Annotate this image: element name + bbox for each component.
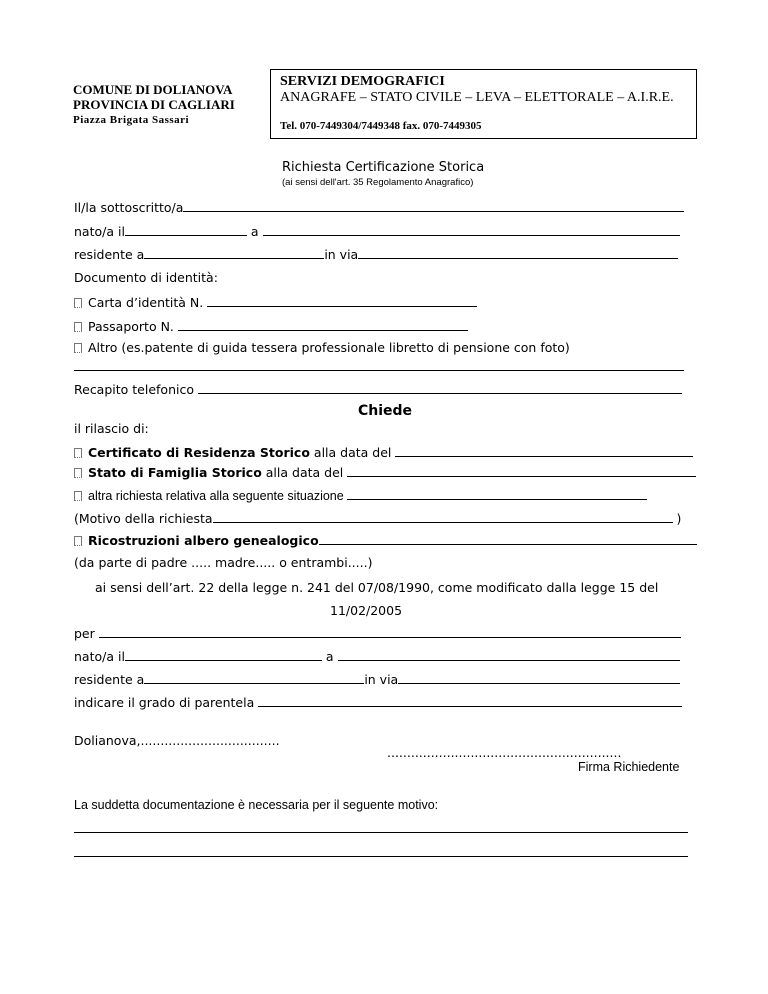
page-subtitle: (ai sensi dell'art. 35 Regolamento Anagrafico): [282, 177, 474, 188]
motivo-footer: La suddetta documentazione è necessaria per il seguente motivo:: [74, 798, 439, 812]
firma-label: Firma Richiedente: [578, 760, 680, 774]
fill-line[interactable]: [338, 648, 680, 661]
field-parentela: [74, 694, 682, 710]
fill-line[interactable]: [178, 318, 468, 331]
option-residenza: [74, 444, 693, 460]
fill-line[interactable]: [213, 510, 673, 523]
field-label: nato/a il: [74, 224, 125, 239]
fill-line[interactable]: [398, 671, 680, 684]
field-label: Il/la sottoscritto/a: [74, 200, 184, 215]
provincia-name: PROVINCIA DI CAGLIARI: [73, 97, 235, 112]
fill-line[interactable]: [99, 625, 681, 638]
legge-line-1: ai sensi dell’art. 22 della legge n. 241 del 07/08/1990, come modificato dalla legge 15 del: [95, 580, 659, 595]
field-label: residente a: [74, 247, 145, 262]
field-label: in via: [364, 672, 399, 687]
field-label: Recapito telefonico: [74, 382, 194, 397]
firma-dots[interactable]: ...........................................................: [387, 745, 622, 760]
option-label: Ricostruzioni albero genealogico: [88, 533, 319, 548]
option-carta: [74, 294, 477, 310]
servizi-title: SERVIZI DEMOGRAFICI: [280, 74, 445, 89]
option-altro: [74, 340, 570, 355]
option-passaporto: [74, 318, 468, 334]
fill-line[interactable]: [74, 832, 688, 833]
field-label: (Motivo della richiesta: [74, 511, 213, 526]
field-sottoscritto: [74, 199, 684, 215]
fill-line[interactable]: [347, 464, 696, 477]
checkbox[interactable]: [74, 322, 82, 332]
fill-line[interactable]: [198, 381, 682, 394]
option-label: altra richiesta relativa alla seguente situazione: [88, 489, 344, 503]
field-label: indicare il grado di parentela: [74, 695, 255, 710]
fill-line[interactable]: [258, 694, 682, 707]
comune-name: COMUNE DI DOLIANOVA: [73, 82, 233, 97]
uffici-list: ANAGRAFE – STATO CIVILE – LEVA – ELETTORALE – A.I.R.E.: [280, 90, 674, 105]
fill-line[interactable]: [144, 246, 324, 259]
chiede-heading: Chiede: [358, 403, 413, 419]
checkbox[interactable]: [74, 468, 82, 478]
fill-line[interactable]: [358, 246, 678, 259]
parte-note: (da parte di padre ..... madre..... o entrambi.....): [74, 555, 373, 570]
field-label: a: [325, 649, 334, 664]
checkbox[interactable]: [74, 536, 82, 546]
field-residente: [74, 246, 678, 262]
checkbox[interactable]: [74, 298, 82, 308]
option-detail: alla data del: [313, 445, 392, 460]
option-albero: [74, 532, 697, 548]
comune-address: Piazza Brigata Sassari: [73, 114, 190, 126]
checkbox[interactable]: [74, 448, 82, 458]
fill-line[interactable]: [183, 199, 684, 212]
contatti: Tel. 070-7449304/7449348 fax. 070-7449305: [280, 120, 482, 132]
fill-line[interactable]: [144, 671, 364, 684]
field-label: in via: [324, 247, 359, 262]
field-label: residente a: [74, 672, 145, 687]
documento-label: Documento di identità:: [74, 270, 218, 285]
checkbox[interactable]: [74, 491, 82, 501]
legge-line-2: 11/02/2005: [330, 603, 403, 618]
option-label: Stato di Famiglia Storico: [88, 465, 262, 480]
field-label: a: [250, 224, 259, 239]
fill-line[interactable]: [319, 532, 697, 545]
fill-line[interactable]: [263, 223, 680, 236]
option-altra: [74, 487, 647, 503]
field-label: ): [676, 511, 682, 526]
page-title: Richiesta Certificazione Storica: [282, 160, 485, 175]
fill-line[interactable]: [125, 648, 322, 661]
fill-line[interactable]: [74, 856, 688, 857]
fill-line[interactable]: [347, 487, 647, 500]
fill-line[interactable]: [125, 223, 247, 236]
checkbox[interactable]: [74, 343, 82, 353]
luogo-data[interactable]: Dolianova,...................................: [74, 733, 280, 748]
fill-line[interactable]: [395, 444, 693, 457]
option-label: Certificato di Residenza Storico: [88, 445, 310, 460]
field-nato: [74, 223, 680, 239]
option-detail: alla data del: [265, 465, 344, 480]
field-per-nato: [74, 648, 680, 664]
option-famiglia: [74, 464, 696, 480]
field-per: [74, 625, 681, 641]
field-label: nato/a il: [74, 649, 125, 664]
rilascio-label: il rilascio di:: [74, 421, 149, 436]
option-label: Passaporto N.: [88, 319, 174, 334]
option-label: Altro (es.patente di guida tessera professionale libretto di pensione con foto): [88, 340, 570, 355]
field-recapito: [74, 381, 682, 397]
option-label: Carta d’identità N.: [88, 295, 204, 310]
field-motivo: [74, 510, 681, 526]
field-per-residente: [74, 671, 680, 687]
field-label: per: [74, 626, 95, 641]
fill-line[interactable]: [207, 294, 477, 307]
fill-line[interactable]: [74, 370, 684, 371]
